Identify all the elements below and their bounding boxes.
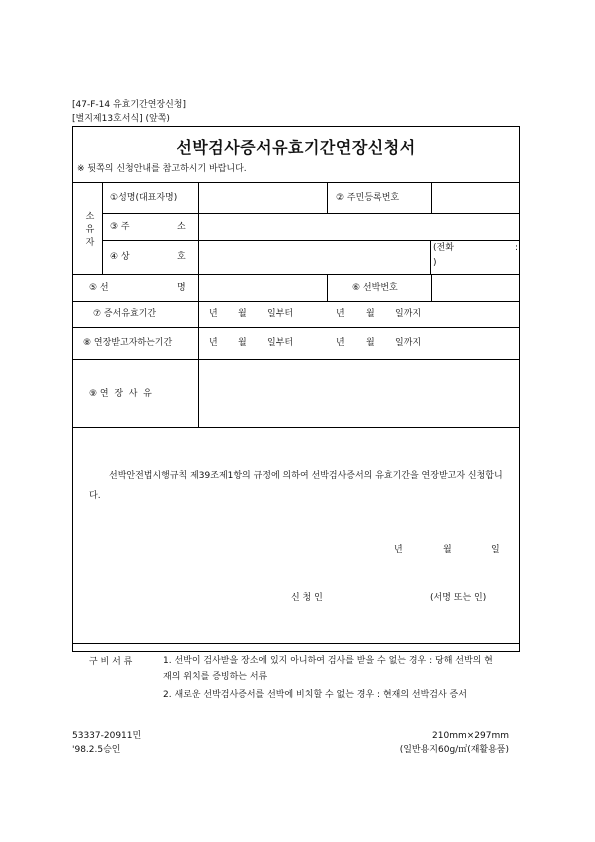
validity-year: 년 (209, 309, 218, 319)
extension-month: 월 (238, 338, 247, 348)
extension-from: 일부터 (267, 338, 294, 348)
form-type: [별지제13호서식] (앞쪽) (72, 114, 170, 124)
date-month: 월 (443, 545, 452, 555)
form-note: ※ 뒷쪽의 신청안내를 참고하시기 바랍니다. (77, 164, 247, 174)
ship-name-label-2: 명 (177, 283, 186, 293)
business-label: ④ 상 (110, 252, 130, 262)
document-item: 1. 선박이 검사받을 장소에 있지 아니하여 검사를 받을 수 없는 경우 : 당해 선박의 현재의 위치를 증빙하는 서류 (163, 656, 493, 682)
date-year: 년 (394, 545, 403, 555)
extension-label: ⑧ 연장받고자하는기간 (83, 338, 173, 348)
signature-label: (서명 또는 인) (430, 593, 487, 603)
extension-month-2: 월 (366, 338, 375, 348)
extension-year-2: 년 (336, 338, 345, 348)
validity-month-2: 월 (366, 309, 375, 319)
footer-size: 210mm×297mm (432, 731, 509, 741)
documents-label: 구 비 서 류 (89, 657, 133, 667)
address-label-2: 소 (177, 222, 186, 232)
footer-paper: (일반용지60g/㎡(재활용품) (399, 745, 509, 755)
footer-approval: '98.2.5승인 (72, 745, 121, 755)
validity-from: 일부터 (267, 309, 294, 319)
resident-no-label: ② 주민등록번호 (336, 193, 400, 203)
validity-year-2: 년 (336, 309, 345, 319)
applicant-label: 신 청 인 (291, 593, 323, 603)
footer-code: 53337-20911민 (72, 731, 142, 741)
business-label-2: 호 (177, 252, 186, 262)
document-item: 2. 새로운 선박검사증서를 선박에 비치할 수 없는 경우 : 현재의 선박검사 증서 (163, 690, 467, 700)
validity-to: 일까지 (395, 309, 422, 319)
extension-to: 일까지 (395, 338, 422, 348)
application-form (72, 126, 520, 700)
form-title: 선박검사증서유효기간연장신청서 (176, 138, 416, 157)
owner-name-label: ①성명(대표자명) (110, 193, 178, 203)
phone-colon: : (515, 243, 519, 253)
validity-label: ⑦ 증서유효기간 (93, 309, 157, 319)
statement-text: 선박안전법시행규칙 제39조제1항의 규정에 의하여 선박검사증서의 유효기간을 연장받고자 신청합니다. (89, 471, 503, 501)
phone-label: (전화 (433, 243, 454, 253)
phone-close: ) (433, 258, 437, 268)
form-code: [47-F-14 유효기간연장신청] (72, 100, 187, 110)
owner-group-label: 소 유 자 (85, 212, 95, 248)
reason-label: ⑨ 연 장 사 유 (89, 389, 152, 399)
date-day: 일 (491, 545, 500, 555)
ship-no-label: ⑥ 선박번호 (352, 283, 398, 293)
ship-name-label: ⑤ 선 (89, 283, 109, 293)
address-label: ③ 주 (110, 222, 130, 232)
extension-year: 년 (209, 338, 218, 348)
validity-month: 월 (238, 309, 247, 319)
